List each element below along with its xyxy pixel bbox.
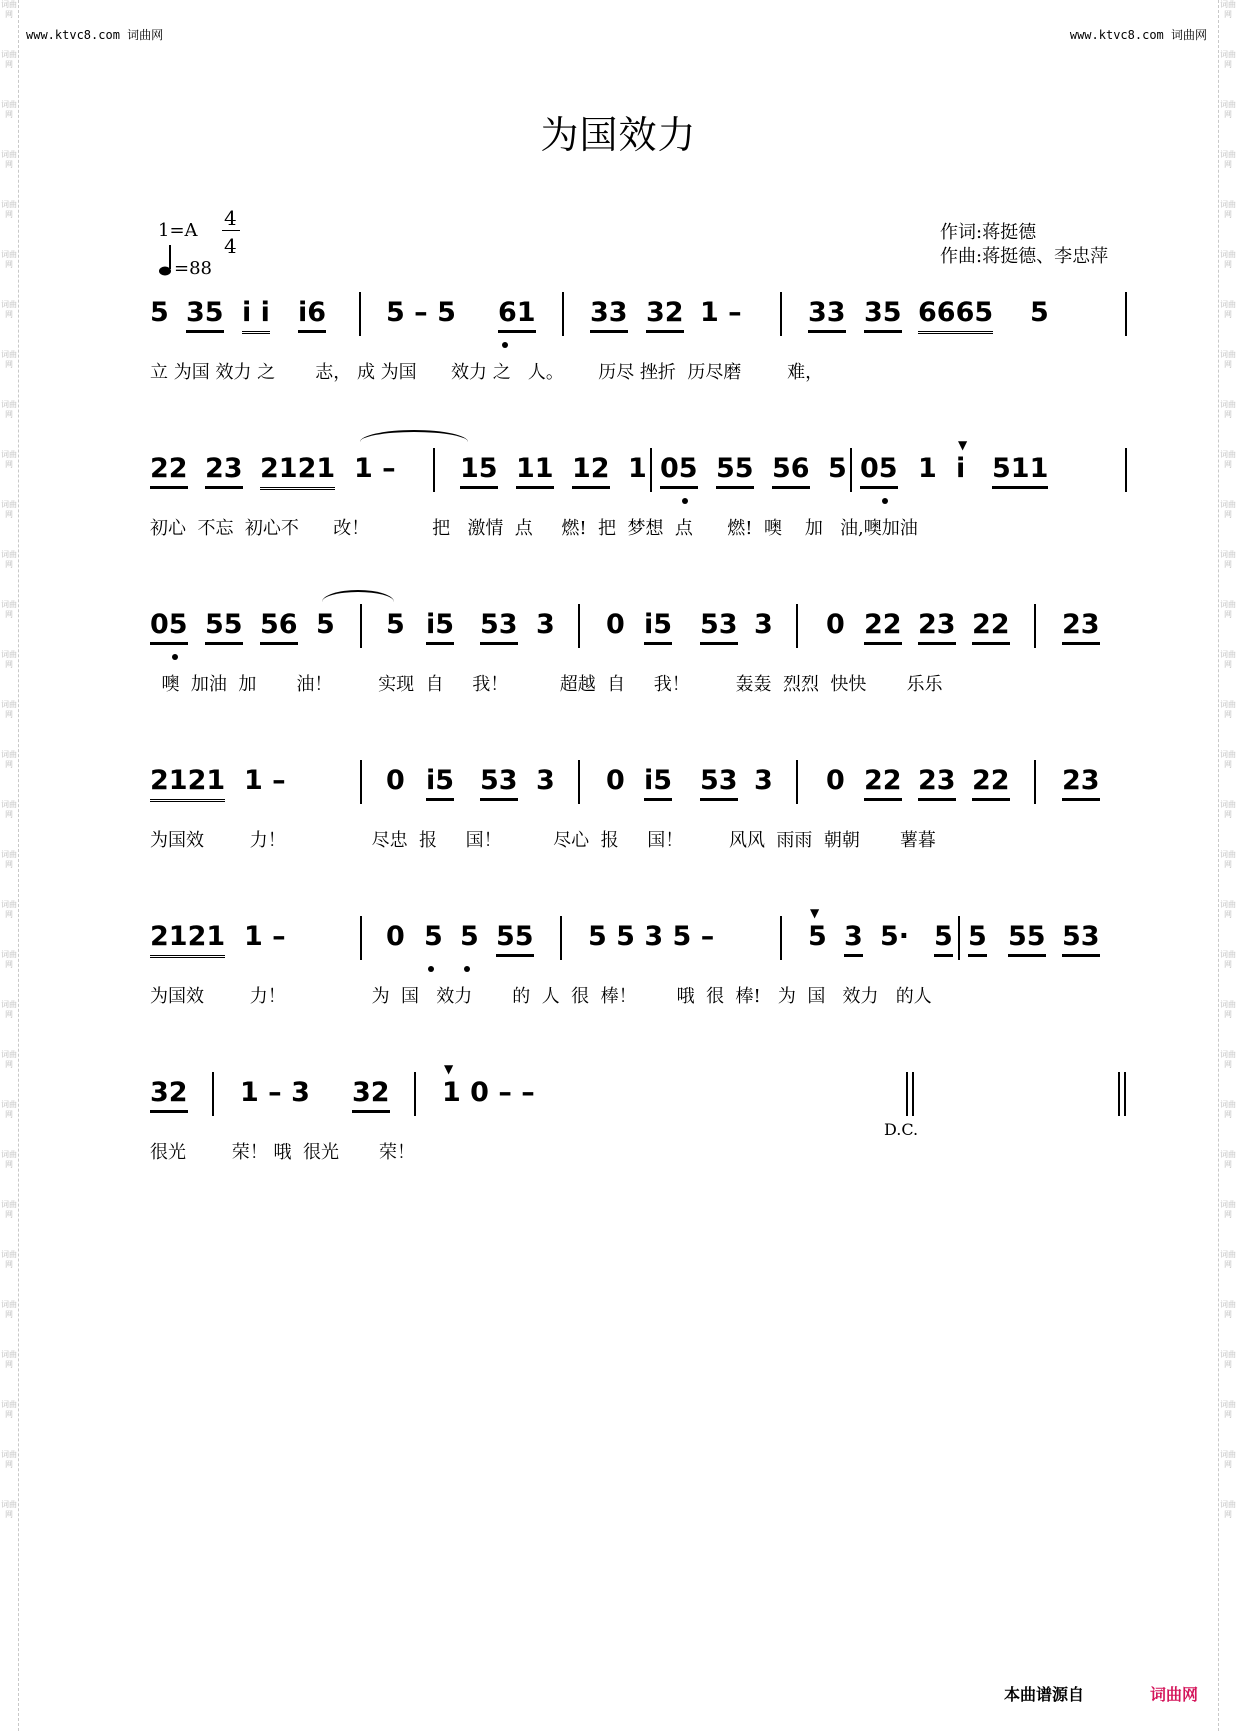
fermata-icon: ▼ (444, 1062, 454, 1076)
watermark-text: 词曲网 (1, 200, 17, 219)
note-group: 1 – (244, 765, 286, 796)
note-group: 05 (660, 452, 698, 489)
notes-row-2 (150, 438, 1130, 492)
watermark-text: 词曲网 (1220, 650, 1236, 669)
song-title: 为国效力 (540, 113, 697, 157)
watermark-text: 词曲网 (1, 700, 17, 719)
bar-line (906, 1072, 908, 1116)
low-octave-dot (464, 966, 470, 972)
note-group: 5 5 3 5 – (588, 921, 715, 952)
watermark-text: 词曲网 (1220, 600, 1236, 619)
bar-line (578, 760, 580, 804)
note-group: i i (242, 296, 270, 334)
watermark-text: 词曲网 (1, 600, 17, 619)
bar-line (850, 448, 852, 492)
key-signature: 1=A (158, 220, 198, 241)
watermark-text: 词曲网 (1, 150, 17, 169)
header-right-url: www.ktvc8.com 词曲网 (1069, 28, 1207, 42)
watermark-text: 词曲网 (1220, 1300, 1236, 1319)
note-group: 05 (860, 452, 898, 489)
note-group: 3 (536, 765, 555, 796)
bar-line (912, 1072, 914, 1116)
time-signature-line (222, 230, 240, 231)
note-group: 2121 (150, 920, 225, 958)
watermark-text: 词曲网 (1, 650, 17, 669)
bar-line (360, 604, 362, 648)
watermark-text: 词曲网 (1, 1250, 17, 1269)
watermark-text: 词曲网 (1, 850, 17, 869)
note-group: 5 (808, 921, 827, 952)
fermata-icon: ▼ (810, 906, 820, 920)
watermark-text: 词曲网 (1220, 950, 1236, 969)
note-group: 22 (864, 608, 902, 645)
bar-line (1034, 604, 1036, 648)
note-group: 5 (828, 453, 847, 484)
watermark-text: 词曲网 (1220, 50, 1236, 69)
bar-line (1125, 448, 1127, 492)
bar-line (360, 760, 362, 804)
watermark-text: 词曲网 (1, 750, 17, 769)
watermark-text: 词曲网 (1220, 1150, 1236, 1169)
time-signature-bottom: 4 (224, 234, 237, 258)
note-group: 3 (754, 609, 773, 640)
watermark-text: 词曲网 (1, 550, 17, 569)
note-group: 61 (498, 296, 536, 333)
bar-line (414, 1072, 416, 1116)
watermark-text: 词曲网 (1, 350, 17, 369)
watermark-text: 词曲网 (1, 1050, 17, 1069)
note-group: i (956, 453, 966, 484)
watermark-text: 词曲网 (1, 400, 17, 419)
composer-credit: 作曲:蒋挺德、李忠萍 (940, 246, 1109, 267)
note-group: 0 (606, 609, 625, 640)
bar-line (560, 916, 562, 960)
bar-line (780, 916, 782, 960)
note-group: 5· (880, 921, 910, 952)
watermark-text: 词曲网 (1, 1150, 17, 1169)
note-group: 23 (918, 608, 956, 645)
bar-line (796, 760, 798, 804)
note-group: 33 (590, 296, 628, 333)
note-group: 5 (1030, 297, 1049, 328)
note-group: 53 (480, 608, 518, 645)
watermark-text: 词曲网 (1220, 1050, 1236, 1069)
lyrics-row-4: 为国效 力！ 尽忠 报 国！ 尽心 报 国！ 风风 雨雨 朝朝 薯暮 (150, 830, 936, 851)
watermark-text: 词曲网 (1220, 500, 1236, 519)
note-group: 55 (496, 920, 534, 957)
low-octave-dot (502, 342, 508, 348)
watermark-text: 词曲网 (1220, 1200, 1236, 1219)
note-group: 1 – 3 (240, 1077, 310, 1108)
fermata-icon: ▼ (958, 438, 968, 452)
note-group: i5 (426, 764, 454, 801)
watermark-text: 词曲网 (1220, 1450, 1236, 1469)
watermark-text: 词曲网 (1, 500, 17, 519)
watermark-text: 词曲网 (1, 1350, 17, 1369)
watermark-text: 词曲网 (1, 1000, 17, 1019)
note-group: 23 (1062, 608, 1100, 645)
note-group: 0 (386, 765, 405, 796)
note-group: 1 (918, 453, 937, 484)
note-group: 32 (646, 296, 684, 333)
notes-row-5 (150, 906, 1130, 960)
note-group: 35 (864, 296, 902, 333)
lyrics-row-5: 为国效 力！ 为 国 效力 的 人 很 棒！ 哦 很 棒! 为 国 效力 的人 (150, 986, 932, 1007)
note-group: 511 (992, 452, 1048, 489)
footer-source-label: 本曲谱源自 (1004, 1685, 1085, 1704)
note-group: 5 (150, 297, 169, 328)
note-group: i5 (644, 764, 672, 801)
watermark-text: 词曲网 (1220, 0, 1236, 19)
note-group: 23 (1062, 764, 1100, 801)
note-group: 15 (460, 452, 498, 489)
watermark-text: 词曲网 (1220, 300, 1236, 319)
watermark-text: 词曲网 (1220, 700, 1236, 719)
note-group: 5 (386, 609, 405, 640)
bar-line (562, 292, 564, 336)
note-group: 2121 (260, 452, 335, 490)
watermark-text: 词曲网 (1220, 150, 1236, 169)
bar-line (1124, 1072, 1126, 1116)
watermark-text: 词曲网 (1220, 1250, 1236, 1269)
bar-line (958, 916, 960, 960)
note-group: 5 (968, 920, 987, 957)
tie-arc (360, 430, 468, 454)
watermark-text: 词曲网 (1, 1100, 17, 1119)
watermark-text: 词曲网 (1, 0, 17, 19)
lyrics-row-6: 很光 荣！ 哦 很光 荣！ (150, 1142, 415, 1163)
note-group: 1 – (354, 453, 396, 484)
watermark-text: 词曲网 (1220, 100, 1236, 119)
watermark-text: 词曲网 (1220, 400, 1236, 419)
watermark-text: 词曲网 (1220, 1000, 1236, 1019)
watermark-text: 词曲网 (1, 100, 17, 119)
note-group: 33 (808, 296, 846, 333)
low-octave-dot (882, 498, 888, 504)
watermark-text: 词曲网 (1220, 850, 1236, 869)
bar-line (433, 448, 435, 492)
note-group: 22 (972, 764, 1010, 801)
watermark-text: 词曲网 (1220, 450, 1236, 469)
notes-row-4 (150, 764, 1130, 804)
note-group: i5 (644, 608, 672, 645)
bar-line (780, 292, 782, 336)
watermark-text: 词曲网 (1, 50, 17, 69)
watermark-text: 词曲网 (1220, 1100, 1236, 1119)
bar-line (360, 916, 362, 960)
watermark-text: 词曲网 (1220, 750, 1236, 769)
watermark-text: 词曲网 (1, 1450, 17, 1469)
watermark-text: 词曲网 (1, 800, 17, 819)
watermark-text: 词曲网 (1220, 1400, 1236, 1419)
note-group: 0 (826, 765, 845, 796)
note-group: 3 (844, 920, 863, 957)
note-group: 5 (316, 609, 335, 640)
note-group: 53 (1062, 920, 1100, 957)
bar-line (1034, 760, 1036, 804)
note-group: 2121 (150, 764, 225, 802)
note-group: 53 (700, 608, 738, 645)
note-group: 12 (572, 452, 610, 489)
note-group: 0 (606, 765, 625, 796)
note-group: 6665 (918, 296, 993, 334)
note-group: 5 (934, 920, 953, 957)
watermark-text: 词曲网 (1220, 200, 1236, 219)
note-group: 1 – (700, 297, 742, 328)
tempo-marking: =88 (174, 258, 212, 279)
note-group: 22 (864, 764, 902, 801)
note-group: 53 (700, 764, 738, 801)
note-group: 05 (150, 608, 188, 645)
watermark-text: 词曲网 (1, 950, 17, 969)
note-group: i6 (298, 296, 326, 333)
note-group: 1 (628, 453, 647, 484)
note-group: 56 (772, 452, 810, 489)
note-group: 32 (352, 1076, 390, 1113)
bar-line (359, 292, 361, 336)
bar-line (1118, 1072, 1120, 1116)
bar-line (212, 1072, 214, 1116)
watermark-text: 词曲网 (1, 1500, 17, 1519)
bar-line (578, 604, 580, 648)
note-group: 0 (826, 609, 845, 640)
note-group: 3 (754, 765, 773, 796)
time-signature-top: 4 (224, 206, 237, 230)
quarter-note-icon (158, 243, 172, 281)
note-group: 56 (260, 608, 298, 645)
watermark-text: 词曲网 (1220, 350, 1236, 369)
notes-row-6 (150, 1062, 1130, 1116)
footer-site-link[interactable]: 词曲网 (1150, 1685, 1199, 1704)
note-group: i5 (426, 608, 454, 645)
left-watermark-strip (0, 0, 19, 1731)
lyricist-credit: 作词:蒋挺德 (940, 222, 1037, 243)
note-group: 55 (716, 452, 754, 489)
watermark-text: 词曲网 (1, 1200, 17, 1219)
bar-line (1125, 292, 1127, 336)
notes-row-3 (150, 608, 1130, 648)
note-group: 55 (1008, 920, 1046, 957)
watermark-text: 词曲网 (1, 1400, 17, 1419)
watermark-text: 词曲网 (1220, 550, 1236, 569)
dc-marking: D.C. (884, 1120, 919, 1139)
low-octave-dot (428, 966, 434, 972)
low-octave-dot (172, 654, 178, 660)
watermark-text: 词曲网 (1, 900, 17, 919)
bar-line (796, 604, 798, 648)
watermark-text: 词曲网 (1220, 900, 1236, 919)
lyrics-row-1: 立 为国 效力 之 志， 成 为国 效力 之 人。 历尽 挫折 历尽磨 难， (150, 362, 824, 383)
right-watermark-strip (1218, 0, 1237, 1731)
note-group: 32 (150, 1076, 188, 1113)
note-group: 22 (972, 608, 1010, 645)
watermark-text: 词曲网 (1220, 1500, 1236, 1519)
header-left-url: www.ktvc8.com 词曲网 (26, 28, 164, 42)
note-group: 35 (186, 296, 224, 333)
watermark-text: 词曲网 (1, 300, 17, 319)
watermark-text: 词曲网 (1, 250, 17, 269)
note-group: 5 (424, 921, 443, 952)
note-group: 1 0 – – (442, 1077, 535, 1108)
note-group: 23 (205, 452, 243, 489)
watermark-text: 词曲网 (1220, 1350, 1236, 1369)
watermark-text: 词曲网 (1220, 250, 1236, 269)
note-group: 0 (386, 921, 405, 952)
note-group: 5 – 5 (386, 297, 456, 328)
note-group: 53 (480, 764, 518, 801)
notes-row-1 (150, 296, 1130, 336)
note-group: 55 (205, 608, 243, 645)
lyrics-row-2: 初心 不忘 初心不 改！ 把 激情 点 燃! 把 梦想 点 燃! 噢 加 油,噢加油 (150, 518, 918, 539)
bar-line (650, 448, 652, 492)
watermark-text: 词曲网 (1, 1300, 17, 1319)
note-group: 3 (536, 609, 555, 640)
note-group: 1 – (244, 921, 286, 952)
note-group: 5 (460, 921, 479, 952)
low-octave-dot (682, 498, 688, 504)
note-group: 22 (150, 452, 188, 489)
watermark-text: 词曲网 (1220, 800, 1236, 819)
note-group: 23 (918, 764, 956, 801)
note-group: 11 (516, 452, 554, 489)
watermark-text: 词曲网 (1, 450, 17, 469)
lyrics-row-3: 噢 加油 加 油！ 实现 自 我！ 超越 自 我！ 轰轰 烈烈 快快 乐乐 (150, 674, 943, 695)
